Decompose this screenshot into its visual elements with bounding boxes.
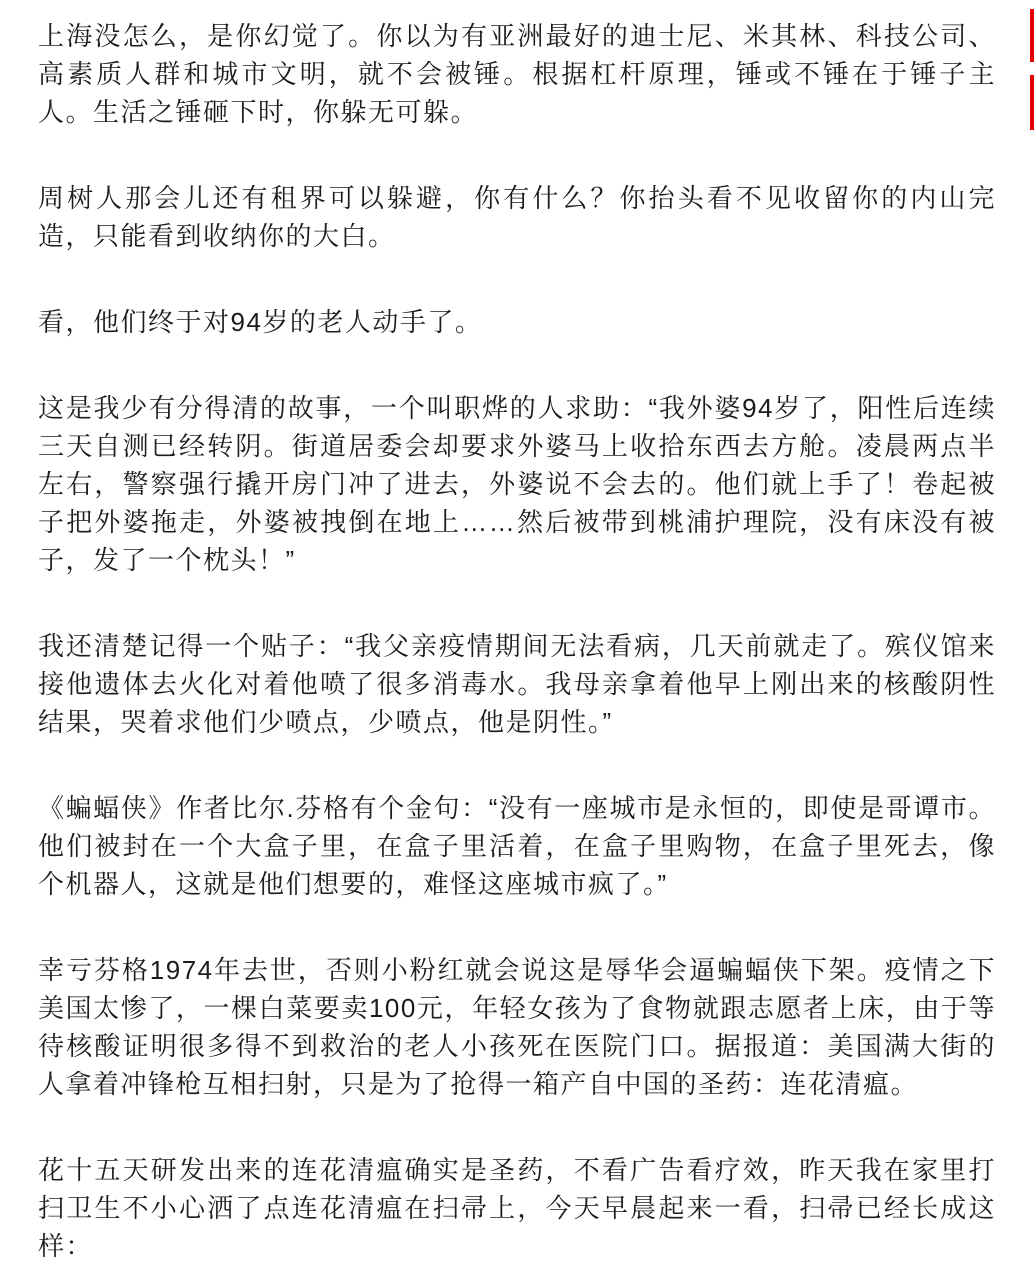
paragraph-batman-quote: 《蝙蝠侠》作者比尔.芬格有个金句：“没有一座城市是永恒的，即使是哥谭市。他们被封在一个大盒子里，在盒子里活着，在盒子里购物，在盒子里死去，像个机器人，这就是他们想要的，难怪这座城市疯了。”	[38, 793, 996, 899]
paragraph-father-post: 我还清楚记得一个贴子：“我父亲疫情期间无法看病，几天前就走了。殡仪馆来接他遗体去火化对着他喷了很多消毒水。我母亲拿着他早上刚出来的核酸阴性结果，哭着求他们少喷点，少喷点，他是阴性。”	[38, 631, 996, 737]
paragraph-zhiye-plea: 这是我少有分得清的故事，一个叫职烨的人求助：“我外婆94岁了，阳性后连续三天自测已经转阴。街道居委会却要求外婆马上收拾东西去方舱。凌晨两点半左右，警察强行撬开房门冲了进去，外婆说不会去的。他们就上手了！卷起被子把外婆拖走，外婆被拽倒在地上……然后被带到桃浦护理院，没有床没有被子，发了一个枕头！”	[38, 393, 996, 575]
red-edge-marker-bottom	[1030, 75, 1034, 130]
paragraph-shanghai-hammer: 上海没怎么，是你幻觉了。你以为有亚洲最好的迪士尼、米其林、科技公司、高素质人群和城市文明，就不会被锤。根据杠杆原理，锤或不锤在于锤子主人。生活之锤砸下时，你躲无可躲。	[38, 21, 996, 127]
red-edge-marker-top	[1030, 9, 1034, 62]
paragraph-finger-1974: 幸亏芬格1974年去世，否则小粉红就会说这是辱华会逼蝙蝠侠下架。疫情之下美国太惨了，一棵白菜要卖100元，年轻女孩为了食物就跟志愿者上床，由于等待核酸证明很多得不到救治的老人小孩死在医院门口。据报道：美国满大街的人拿着冲锋枪互相扫射，只是为了抢得一箱产自中国的圣药：连花清瘟。	[38, 955, 996, 1099]
paragraph-lianhuaqingwen-broom: 花十五天研发出来的连花清瘟确实是圣药，不看广告看疗效，昨天我在家里打扫卫生不小心洒了点连花清瘟在扫帚上，今天早晨起来一看，扫帚已经长成这样：	[38, 1155, 996, 1261]
paragraph-zhoushuren: 周树人那会儿还有租界可以躲避，你有什么？你抬头看不见收留你的内山完造，只能看到收纳你的大白。	[38, 183, 996, 251]
paragraph-94-year-old: 看，他们终于对94岁的老人动手了。	[38, 307, 483, 337]
